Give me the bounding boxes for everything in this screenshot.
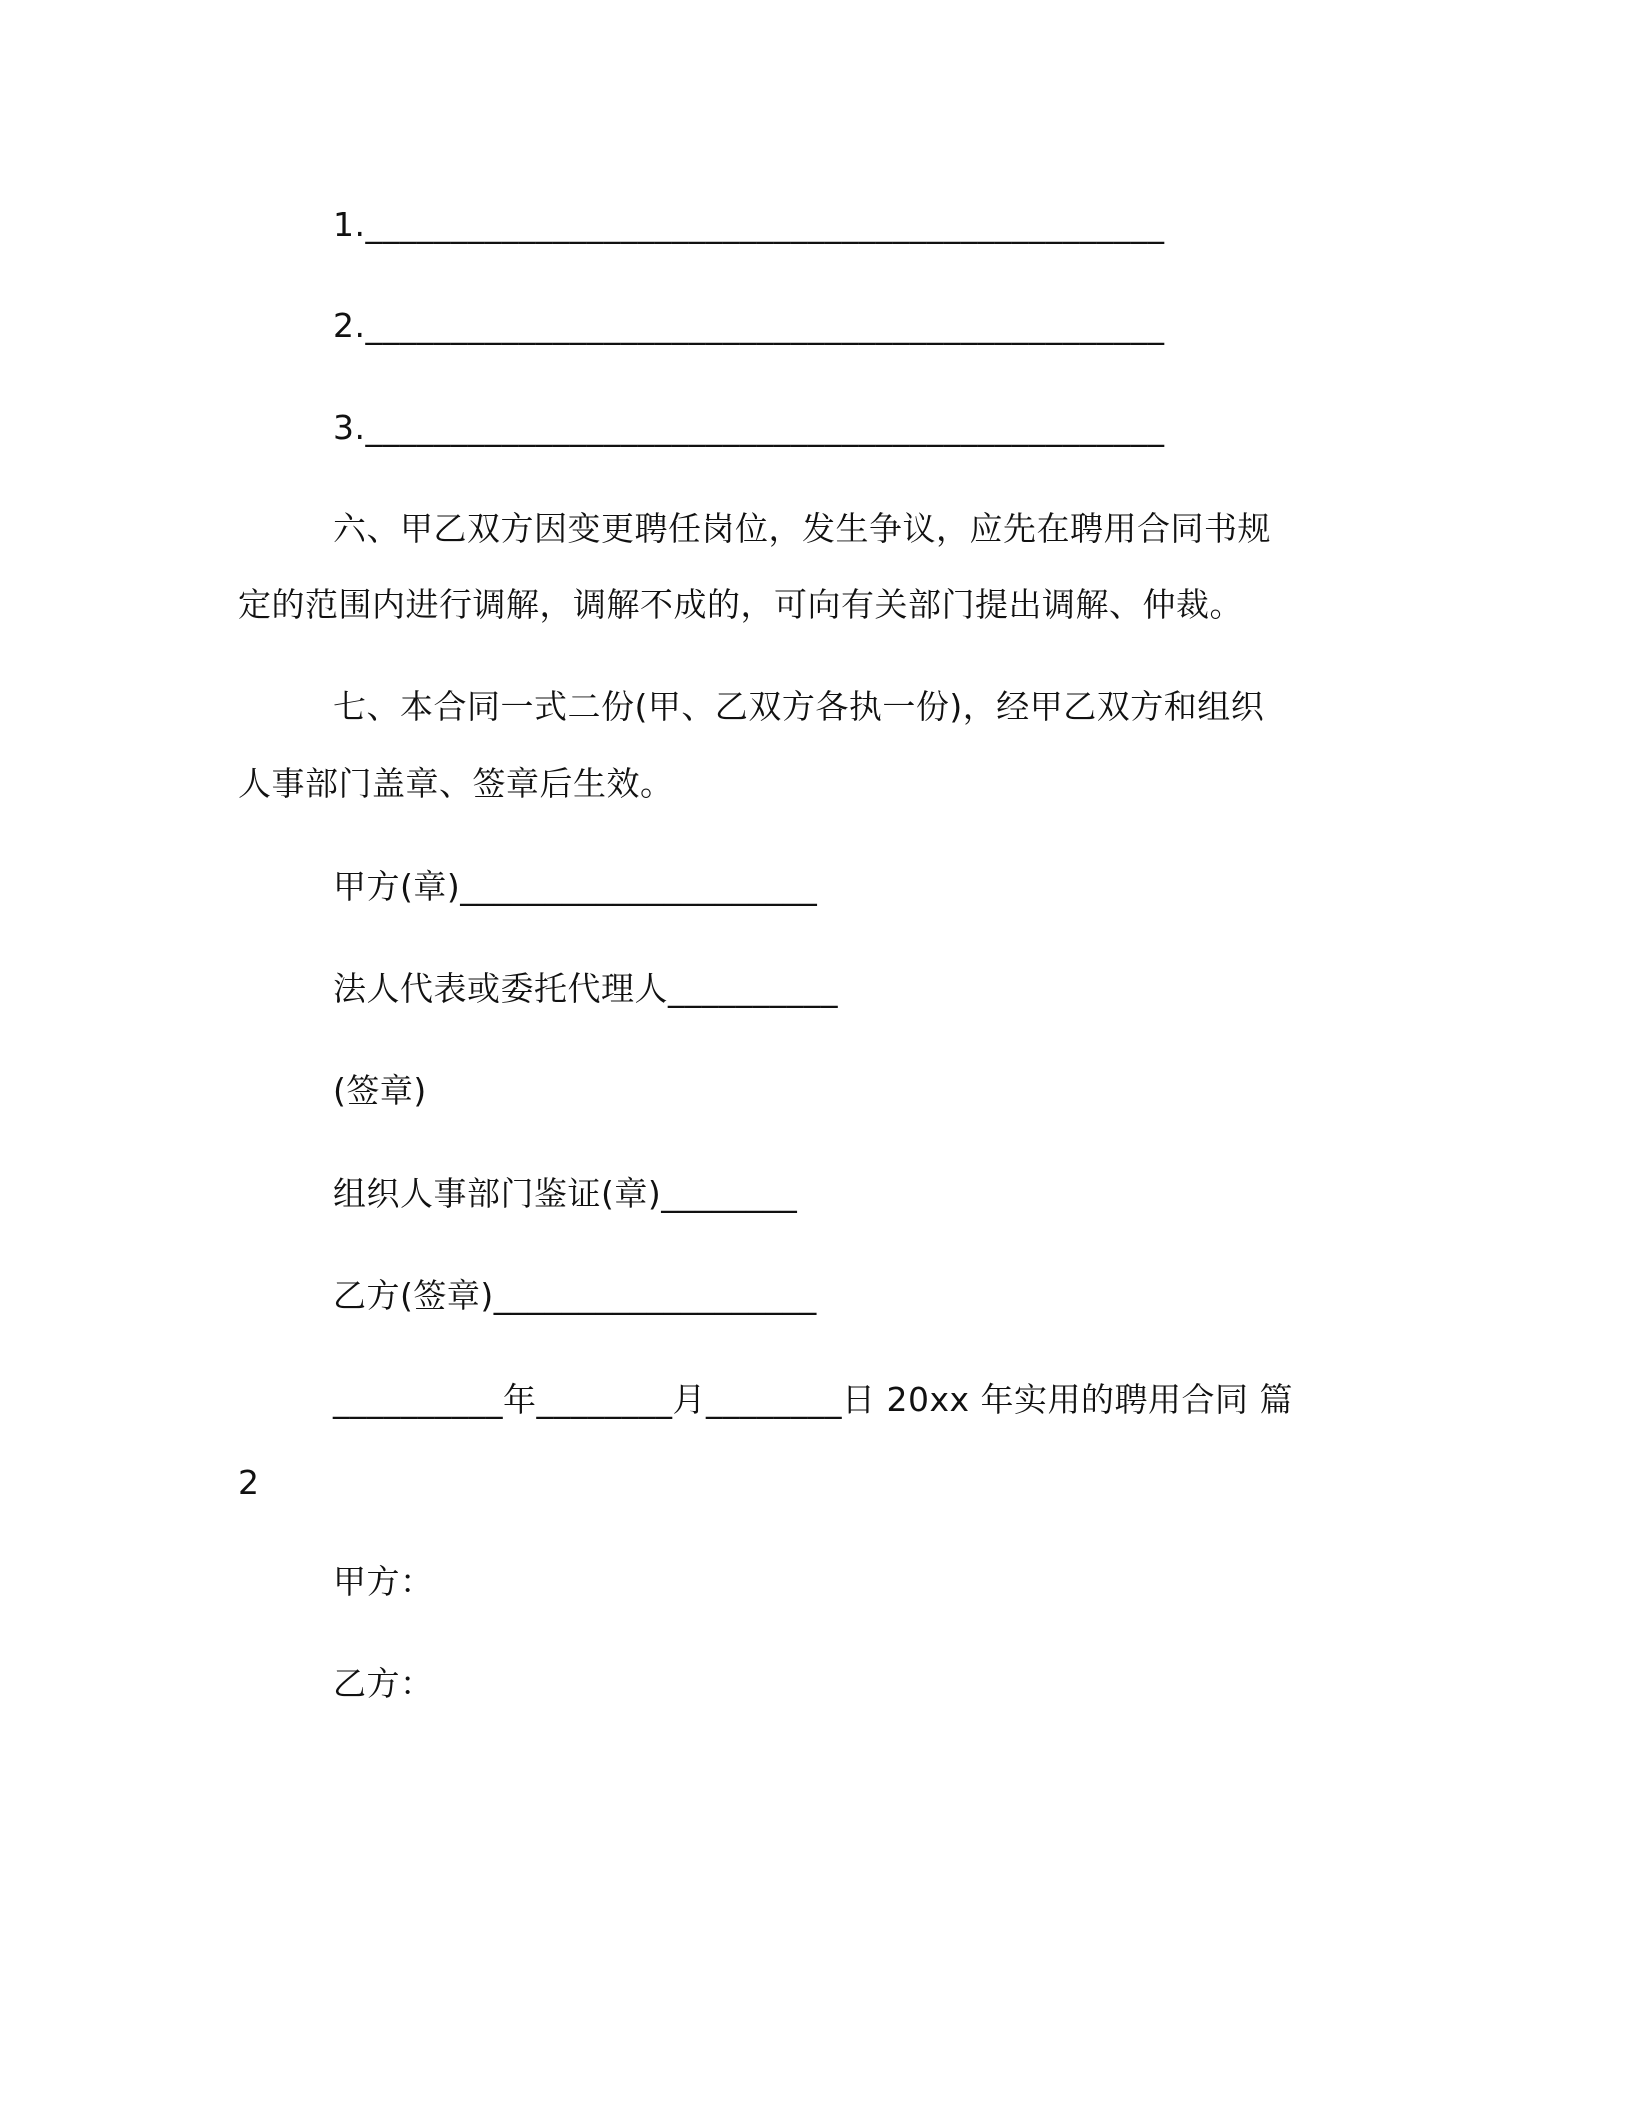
- clause-7-line-2: 人事部门盖章、签章后生效。: [238, 764, 674, 803]
- party-b-sign-line: 乙方(签章)___________________: [333, 1276, 817, 1315]
- blank-item-2: 2._______________________________________________: [333, 306, 1165, 345]
- hr-verify-line: 组织人事部门鉴证(章)________: [333, 1174, 798, 1213]
- next-party-b-label: 乙方：: [333, 1664, 434, 1703]
- sign-seal-label: (签章): [333, 1071, 427, 1110]
- next-party-a-label: 甲方：: [333, 1562, 434, 1601]
- clause-6-line-1: 六、甲乙双方因变更聘任岗位，发生争议，应先在聘用合同书规: [333, 509, 1271, 548]
- blank-item-1: 1._______________________________________________: [333, 205, 1165, 244]
- clause-6-line-2: 定的范围内进行调解，调解不成的，可向有关部门提出调解、仲裁。: [238, 585, 1243, 624]
- date-line-continued: 2: [238, 1463, 260, 1502]
- legal-rep-line: 法人代表或委托代理人__________: [333, 969, 838, 1008]
- date-line: __________年________月________日 20xx 年实用的聘用合同 篇: [333, 1380, 1294, 1419]
- blank-item-3: 3._______________________________________________: [333, 408, 1165, 447]
- clause-7-line-1: 七、本合同一式二份(甲、乙双方各执一份)，经甲乙双方和组织: [333, 687, 1265, 726]
- party-a-seal-line: 甲方(章)_____________________: [333, 867, 818, 906]
